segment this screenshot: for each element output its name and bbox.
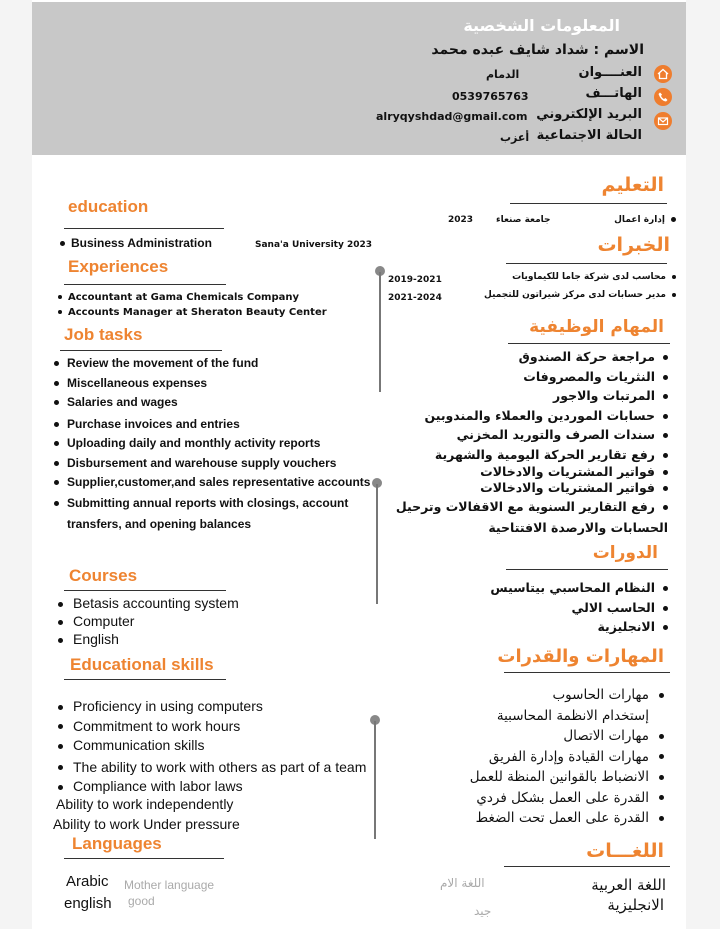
list-item: Disbursement and warehouse supply vouchers bbox=[54, 454, 384, 474]
list-item: Uploading daily and monthly activity reports bbox=[54, 434, 384, 454]
courses-heading-en: Courses bbox=[69, 566, 138, 585]
language-level: Mother language bbox=[124, 878, 215, 892]
page-margin-right bbox=[686, 0, 720, 929]
skills-heading-ar: المهارات والقدرات bbox=[497, 646, 664, 667]
divider bbox=[504, 866, 670, 867]
education-year-ar: 2023 bbox=[448, 215, 474, 225]
language-name: Arabic bbox=[66, 873, 109, 890]
divider bbox=[506, 569, 668, 570]
job-tasks-list-en bbox=[54, 354, 384, 535]
experiences-list-en bbox=[58, 292, 327, 322]
education-heading-ar: التعليم bbox=[601, 174, 664, 196]
list-item: النظام المحاسبي بيتاسيس bbox=[490, 578, 668, 598]
list-item: مدير حسابات لدى مركز شيراتون للتجميل bbox=[484, 290, 676, 300]
education-university-en: Sana'a University 2023 bbox=[255, 240, 372, 250]
marital-status-value: أعزب bbox=[500, 131, 530, 144]
skills-list-en bbox=[58, 697, 366, 797]
divider bbox=[508, 343, 670, 344]
email-label: البريد الإلكتروني bbox=[536, 107, 642, 122]
list-item: Proficiency in using computers bbox=[58, 697, 366, 717]
list-item: فواتير المشتريات والادخالات bbox=[348, 464, 668, 480]
address-value: الدمام bbox=[486, 68, 520, 81]
list-item: مهارات القيادة وإدارة الفريق bbox=[470, 747, 664, 768]
list-item: مهارات الاتصال bbox=[470, 726, 664, 747]
list-item: Supplier,customer,and sales representative accounts bbox=[54, 473, 384, 493]
home-icon bbox=[654, 65, 672, 83]
skills-heading-en: Educational skills bbox=[70, 655, 214, 674]
list-item: The ability to work with others as part of a team bbox=[58, 758, 366, 778]
list-item: النثريات والمصروفات bbox=[348, 367, 668, 387]
list-item: فواتير المشتريات والادخالات bbox=[348, 480, 668, 496]
courses-heading-ar: الدورات bbox=[592, 543, 658, 563]
languages-heading-en: Languages bbox=[72, 834, 162, 853]
phone-icon bbox=[654, 88, 672, 106]
list-item: الانضباط بالقوانين المنظة للعمل bbox=[470, 767, 664, 788]
divider bbox=[60, 350, 222, 351]
address-label: العنــــوان bbox=[578, 65, 642, 80]
list-item: Purchase invoices and entries bbox=[54, 415, 384, 435]
list-item: Review the movement of the fund bbox=[54, 354, 384, 374]
list-item: الحاسب الالي bbox=[490, 598, 668, 618]
marital-status-label: الحالة الاجتماعية bbox=[536, 128, 642, 143]
list-item: مهارات الحاسوب bbox=[470, 685, 664, 706]
list-item: Accounts Manager at Sheraton Beauty Center bbox=[58, 307, 327, 322]
divider bbox=[64, 679, 226, 680]
job-tasks-heading-ar: المهام الوظيفية bbox=[529, 317, 664, 337]
skill-extra: Ability to work Under pressure bbox=[53, 816, 240, 832]
divider bbox=[64, 284, 226, 285]
language-level: جيد bbox=[474, 904, 492, 918]
list-item: Communication skills bbox=[58, 736, 366, 756]
experience-year: 2021-2024 bbox=[388, 293, 442, 303]
courses-list-ar bbox=[490, 578, 668, 637]
language-level: good bbox=[128, 894, 155, 908]
list-item: Submitting annual reports with closings, account transfers, and opening balances bbox=[54, 493, 384, 535]
divider bbox=[504, 672, 670, 673]
person-name: الاسم : شداد شايف عبده محمد bbox=[431, 42, 644, 58]
education-university-ar: جامعة صنعاء bbox=[496, 215, 551, 225]
mail-icon bbox=[654, 112, 672, 130]
list-item: محاسب لدى شركة جاما للكيماويات bbox=[512, 272, 676, 282]
skill-extra: Ability to work independently bbox=[56, 796, 234, 812]
job-tasks-heading-en: Job tasks bbox=[64, 325, 143, 344]
email-value[interactable]: alryqyshdad@gmail.com bbox=[376, 110, 528, 123]
list-item: سندات الصرف والتوريد المخزني bbox=[348, 425, 668, 445]
list-item: Accountant at Gama Chemicals Company bbox=[58, 292, 327, 307]
list-item: English bbox=[58, 630, 239, 648]
education-heading-en: education bbox=[68, 197, 149, 216]
education-degree-ar: إدارة اعمال bbox=[614, 215, 676, 225]
language-name: الانجليزية bbox=[607, 896, 664, 914]
skills-list-ar bbox=[470, 685, 664, 829]
list-item: إستخدام الانظمة المحاسبية bbox=[470, 706, 664, 727]
job-tasks-list-ar bbox=[348, 347, 668, 538]
language-name: اللغة العربية bbox=[591, 876, 666, 894]
courses-list-en bbox=[58, 594, 239, 648]
personal-info-title: المعلومات الشخصية bbox=[463, 16, 620, 35]
language-name: english bbox=[64, 895, 112, 912]
divider bbox=[64, 590, 226, 591]
list-item: القدرة على العمل بشكل فردي bbox=[470, 788, 664, 809]
list-item: Computer bbox=[58, 612, 239, 630]
list-item: رفع التقارير السنوية مع الاقفالات وترحيل الحسابات والارصدة الافتتاحية bbox=[395, 499, 668, 535]
list-item: حسابات الموردين والعملاء والمندوبين bbox=[348, 406, 668, 426]
experiences-heading-en: Experiences bbox=[68, 257, 169, 276]
list-item: رفع تقارير الحركة اليومية والشهرية bbox=[348, 445, 668, 465]
languages-heading-ar: اللغـــات bbox=[586, 840, 664, 862]
timeline-line bbox=[374, 721, 376, 839]
list-item: الانجليزية bbox=[490, 617, 668, 637]
list-item: Compliance with labor laws bbox=[58, 777, 366, 797]
page-margin-left bbox=[0, 0, 32, 929]
phone-label: الهاتـــف bbox=[585, 86, 642, 101]
language-level: اللغة الام bbox=[440, 876, 485, 890]
experience-year: 2019-2021 bbox=[388, 275, 442, 285]
list-item: المرتبات والاجور bbox=[348, 386, 668, 406]
divider bbox=[506, 263, 667, 264]
divider bbox=[510, 203, 667, 204]
divider bbox=[64, 228, 224, 229]
list-item: Salaries and wages bbox=[54, 393, 384, 413]
divider bbox=[64, 858, 224, 859]
education-degree-en: Business Administration bbox=[60, 236, 212, 250]
list-item: القدرة على العمل تحت الضغط bbox=[470, 808, 664, 829]
list-item: Betasis accounting system bbox=[58, 594, 239, 612]
list-item: Commitment to work hours bbox=[58, 717, 366, 737]
list-item: مراجعة حركة الصندوق bbox=[348, 347, 668, 367]
list-item: Miscellaneous expenses bbox=[54, 374, 384, 394]
experiences-heading-ar: الخبرات bbox=[597, 234, 670, 256]
phone-value: 0539765763 bbox=[452, 90, 529, 103]
